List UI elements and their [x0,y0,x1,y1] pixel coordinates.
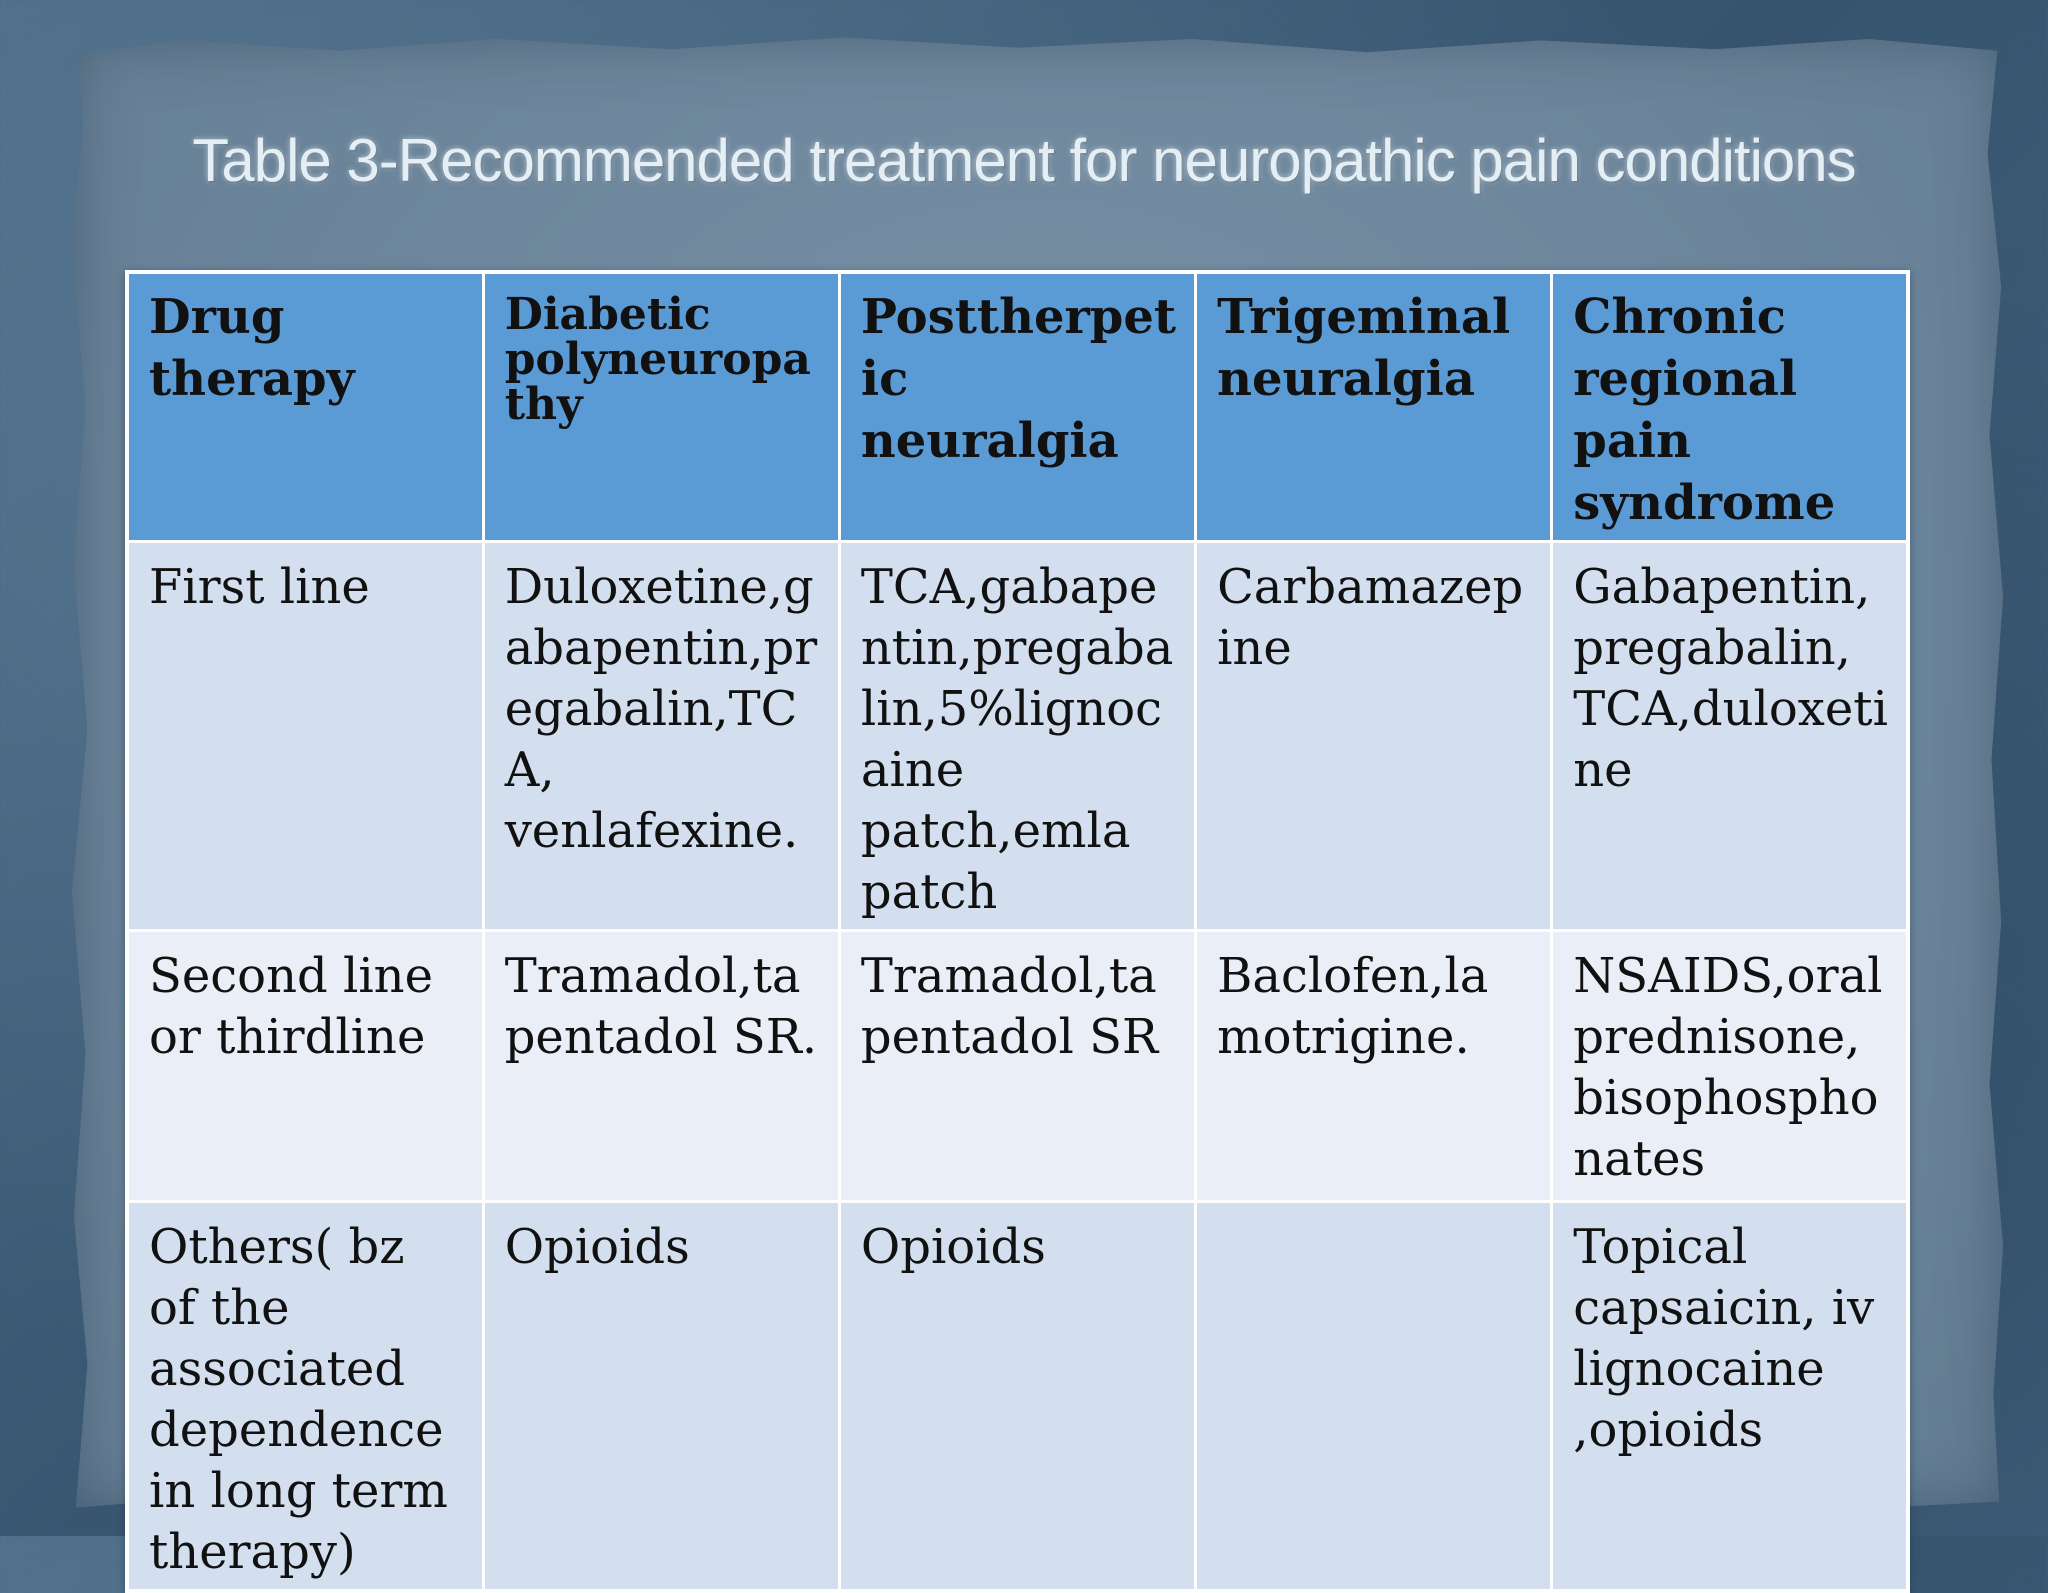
table-cell: NSAIDS,oral prednisone, bisophosphonates [1552,931,1908,1202]
table-cell: Tramadol,tapentadol SR. [483,931,839,1202]
table-header-row [127,272,1908,542]
table-cell: Carbamazepine [1196,542,1552,931]
table-cell: Opioids [839,1202,1195,1592]
row-label-second-line: Second line or thirdline [127,931,483,1202]
row-label-others: Others( bz of the associated dependence in long term therapy) [127,1202,483,1592]
slide-title: Table 3-Recommended treatment for neuropathic pain conditions [192,127,1856,194]
row-label-first-line: First line [127,542,483,931]
table-row [127,542,1908,931]
table-cell: Topical capsaicin, iv lignocaine ,opioids [1552,1202,1908,1592]
table-cell [1196,1202,1552,1592]
table-row [127,931,1908,1202]
treatment-table [125,270,1910,1593]
header-trigeminal-neuralgia: Trigeminal neuralgia [1196,272,1552,542]
table-cell: TCA,gabapentin,pregabalin,5%lignocaine patch,emla patch [839,542,1195,931]
header-postherpetic-neuralgia: Posttherpetic neuralgia [839,272,1195,542]
header-diabetic-polyneuropathy: Diabetic polyneuropathy [483,272,839,542]
table-cell: Gabapentin, pregabalin, TCA,duloxetine [1552,542,1908,931]
header-drug-therapy: Drug therapy [127,272,483,542]
table-row [127,1202,1908,1592]
table-cell: Baclofen,lamotrigine. [1196,931,1552,1202]
header-chronic-regional-pain-syndrome: Chronic regional pain syndrome [1552,272,1908,542]
table-cell: Duloxetine,gabapentin,pregabalin,TCA, venlafexine. [483,542,839,931]
table-cell: Tramadol,tapentadol SR [839,931,1195,1202]
table-cell: Opioids [483,1202,839,1592]
